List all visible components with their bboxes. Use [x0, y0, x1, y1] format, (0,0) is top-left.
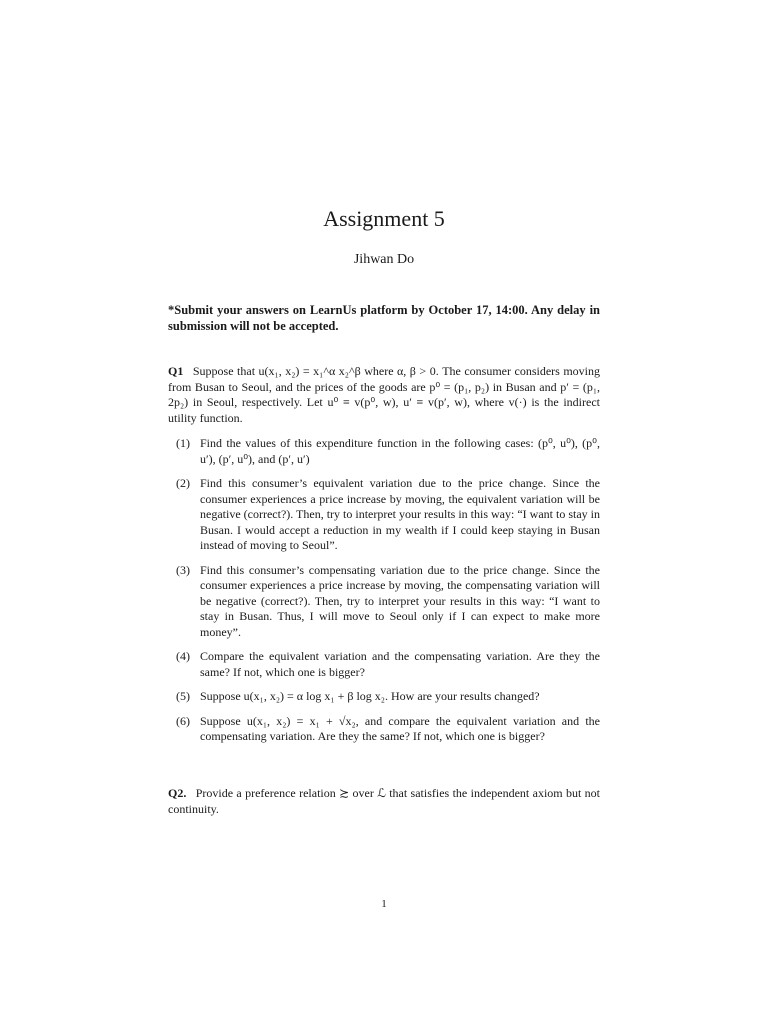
item-number: (3) [176, 562, 190, 577]
question-1-items [176, 436, 600, 754]
item-text: Compare the equivalent variation and the compensating variation. Are they the same? If not, which one is bigger? [200, 649, 600, 679]
item-text: Suppose u(x₁, x₂) = α log x₁ + β log x₂. How are your results changed? [200, 689, 540, 703]
item-number: (1) [176, 436, 190, 450]
item-text: Find this consumer’s compensating variation due to the price change. Since the consumer experiences a price increase by moving, the compensating variation will be negative (correct?). Then, try to interpret your results in this way: “I want to stay in Busan. Thus, I will move to Seoul only if I can expect to make more money”. [200, 562, 600, 639]
question-1 [168, 364, 600, 426]
list-item [176, 563, 600, 641]
list-item [176, 436, 600, 467]
author-name: Jihwan Do [353, 252, 415, 267]
question-1-label: Q1 [168, 364, 184, 378]
list-item [176, 649, 600, 680]
item-text: Find this consumer’s equivalent variation due to the price change. Since the consumer experiences a price increase by moving, the equivalent variation will be negative (correct?). Then, try to interpret your results in this way: “I want to stay in Busan. I would accept a reduction in my wealth if I could keep staying in Busan instead of moving to Seoul”. [200, 476, 600, 552]
question-1-text: Suppose that u(x₁, x₂) = x₁^α x₂^β where α, β > 0. The consumer considers moving from Busan to Seoul, and the prices of the goods are p⁰ = (p₁, p₂) in Busan and p′ = (p₁, 2p₂) in Seoul, respectively. Let u⁰ ≡ v(p⁰, w), u′ ≡ v(p′, w), where v(·) is the indirect utility function. [168, 364, 601, 425]
item-number: (2) [176, 476, 190, 490]
question-2-text: Provide a preference relation ≿ over ℒ that satisfies the independent axiom but not continuity. [168, 786, 601, 816]
item-number: (6) [176, 713, 190, 728]
document-title: Assignment 5 [323, 206, 445, 231]
page-number: 1 [381, 898, 387, 910]
item-text: Find the values of this expenditure function in the following cases: (p⁰, u⁰), (p⁰, u′), (p′, u⁰), and (p′, u′) [200, 436, 600, 466]
item-number: (4) [176, 649, 190, 663]
list-item [176, 689, 600, 705]
item-number: (5) [176, 689, 190, 703]
item-text: Suppose u(x₁, x₂) = x₁ + √x₂, and compare the equivalent variation and the compensating variation. Are they the same? If not, which one is bigger? [200, 713, 600, 743]
list-item [176, 476, 600, 554]
submission-notice: *Submit your answers on LearnUs platform by October 17, 14:00. Any delay in submission will not be accepted. [168, 303, 600, 333]
list-item [176, 714, 600, 745]
question-2-label: Q2. [168, 786, 187, 800]
question-2 [168, 786, 600, 817]
